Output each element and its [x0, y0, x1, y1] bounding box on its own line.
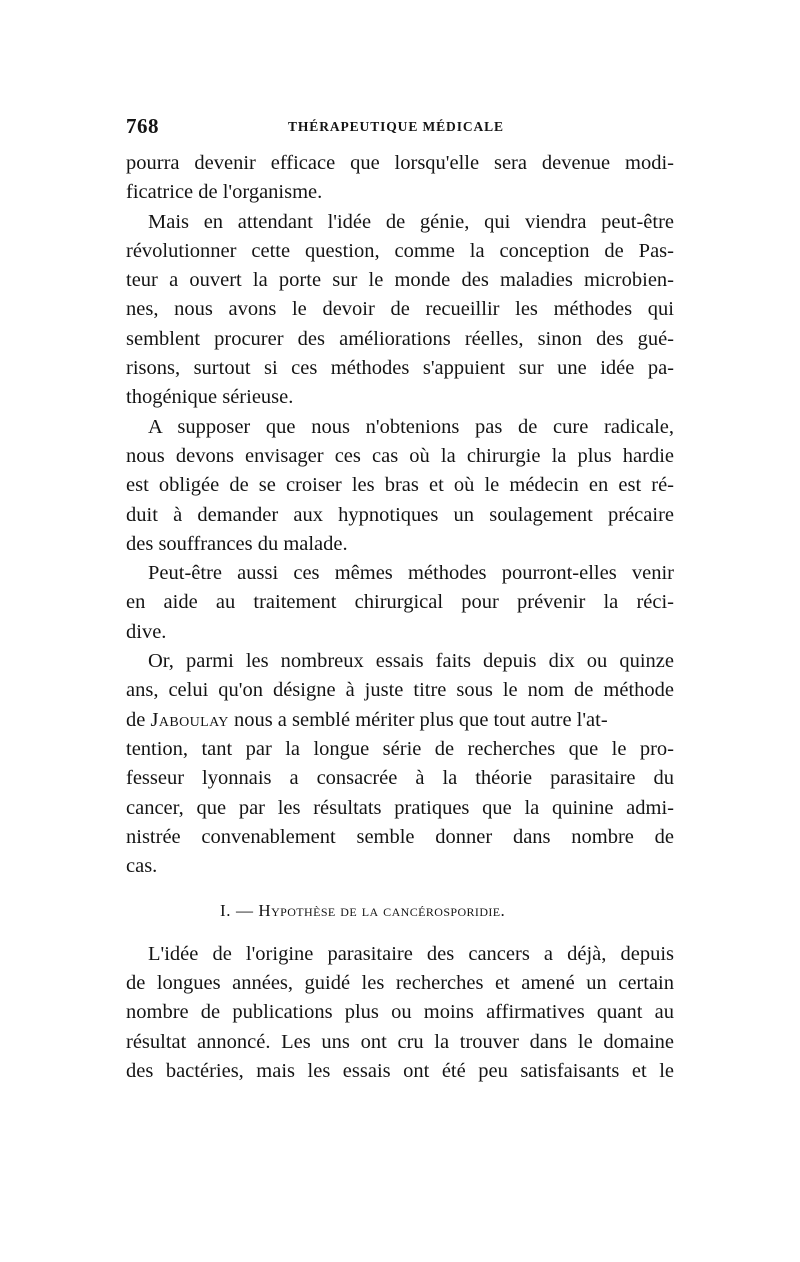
body-text [126, 149, 674, 1086]
text-line: Mais en attendant l'idée de génie, qui viendra peut-être [148, 210, 674, 233]
text-line: ans, celui qu'on désigne à juste titre sous le nom de méthode [126, 679, 674, 702]
text-line: des bactéries, mais les essais ont été peu satisfaisants et le [126, 1059, 674, 1082]
text-line: nombre de publications plus ou moins affirmatives quant au [126, 1001, 674, 1024]
page-number: 768 [126, 114, 159, 138]
text-line: cas. [126, 855, 158, 878]
text-line: des souffrances du malade. [126, 532, 348, 555]
text-line: A supposer que nous n'obtenions pas de cure radicale, [148, 415, 674, 438]
text-line: fesseur lyonnais a consacrée à la théorie parasitaire du [126, 767, 674, 790]
text-line: nous devons envisager ces cas où la chirurgie la plus hardie [126, 444, 674, 467]
text-line [126, 706, 674, 735]
text-line: risons, surtout si ces méthodes s'appuient sur une idée pa- [126, 357, 674, 380]
text-line: teur a ouvert la porte sur le monde des maladies microbien- [126, 269, 674, 292]
text-line: Peut-être aussi ces mêmes méthodes pourront-elles venir [148, 562, 674, 585]
text-line: résultat annoncé. Les uns ont cru la trouver dans le domaine [126, 1030, 674, 1053]
text-line: dive. [126, 620, 167, 643]
section-heading [126, 896, 674, 925]
text-line: Or, parmi les nombreux essais faits depuis dix ou quinze [148, 650, 674, 673]
text-line: thogénique sérieuse. [126, 386, 294, 409]
text-line: est obligée de se croiser les bras et où le médecin en est ré- [126, 474, 674, 497]
line-rest: nous a semblé mériter plus que tout autre l'at- [233, 708, 608, 731]
page-header [126, 114, 674, 140]
text-line: de longues années, guidé les recherches et amené un certain [126, 972, 674, 995]
line-prefix: de [126, 708, 146, 731]
text-line: L'idée de l'origine parasitaire des cancers a déjà, depuis [148, 942, 674, 965]
text-line: tention, tant par la longue série de recherches que le pro- [126, 737, 674, 760]
section-numeral: I. — [220, 901, 254, 921]
text-line: nes, nous avons le devoir de recueillir les méthodes qui [126, 298, 674, 321]
text-line: révolutionner cette question, comme la conception de Pas- [126, 239, 674, 262]
text-line: nistrée convenablement semble donner dans nombre de [126, 825, 674, 848]
author-name: Jaboulay [150, 708, 229, 731]
text-line: pourra devenir efficace que lorsqu'elle sera devenue modi- [126, 152, 674, 174]
text-line: en aide au traitement chirurgical pour prévenir la réci- [126, 591, 674, 614]
text-line: duit à demander aux hypnotiques un soulagement précaire [126, 503, 674, 526]
section-title: Hypothèse de la cancérosporidie. [258, 901, 506, 921]
text-line: semblent procurer des améliorations réelles, sinon des gué- [126, 327, 674, 350]
text-line: cancer, que par les résultats pratiques que la quinine admi- [126, 796, 674, 819]
text-line: ficatrice de l'organisme. [126, 181, 323, 204]
running-title: THÉRAPEUTIQUE MÉDICALE [288, 119, 504, 134]
